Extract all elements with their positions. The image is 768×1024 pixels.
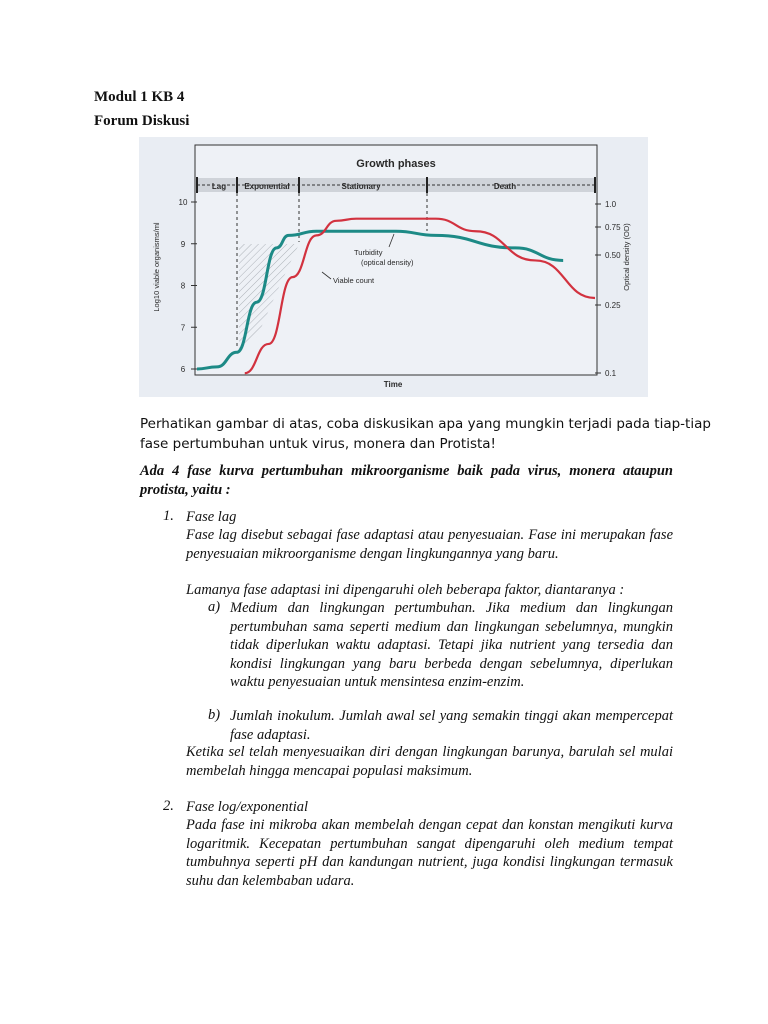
- annotation-turbidity-line1: Turbidity: [354, 248, 383, 257]
- item-paragraph: Lamanya fase adaptasi ini dipengaruhi oleh beberapa faktor, diantaranya :: [186, 582, 625, 598]
- subitem-text: Medium dan lingkungan pertumbuhan. Jika medium dan lingkungan pertumbuhan sama seperti medium dan lingkungan sebelumnya, mungkin tidak diperlukan waktu adaptasi. Tetapi jika nutrient yang tersedia dan kondisi lingkungan yang baru berbeda dengan sebelumnya, diperlukan waktu penyesuaian untuk mensintesa enzim-enzim.: [230, 600, 673, 691]
- y-left-tick-label: 7: [180, 323, 186, 333]
- phase-label-exponential: Exponential: [244, 182, 290, 191]
- phase-label-lag: Lag: [211, 182, 227, 191]
- annotation-viable-count: Viable count: [333, 276, 375, 285]
- prompt-line: Perhatikan gambar di atas, coba diskusikan apa yang mungkin terjadi pada tiap-tiap: [140, 416, 711, 432]
- phase-label-stationary: Stationary: [341, 182, 381, 191]
- item-number: 1.: [163, 508, 174, 524]
- annotation-turbidity-line2: (optical density): [361, 258, 414, 267]
- subitem-label: b): [208, 707, 221, 723]
- y-left-tick-label: 9: [180, 239, 186, 249]
- y-left-tick-label: 10: [178, 198, 188, 207]
- y-right-label: Optical density (OD): [622, 223, 631, 291]
- intro-paragraph: Ada 4 fase kurva pertumbuhan mikroorganisme baik pada virus, monera ataupun protista, yaitu :: [140, 463, 673, 498]
- y-left-tick-label: 6: [180, 365, 186, 374]
- item-title: Fase lag: [186, 509, 237, 525]
- y-right-tick-label: 0.1: [605, 369, 617, 378]
- x-label: Time: [383, 380, 403, 389]
- y-right-tick-label: 1.0: [605, 200, 617, 209]
- doc-title: Modul 1 KB 4: [94, 89, 185, 105]
- item-title: Fase log/exponential: [186, 799, 309, 815]
- growth-phases-figure: [139, 137, 648, 397]
- prompt-line: fase pertumbuhan untuk virus, monera dan Protista!: [140, 436, 496, 452]
- chart-title: Growth phases: [356, 158, 436, 170]
- y-right-tick-label: 0.75: [605, 223, 621, 232]
- subitem-label: a): [208, 599, 221, 615]
- y-left-label: Log10 viable organisms/ml: [152, 222, 161, 312]
- subitem-text: Jumlah inokulum. Jumlah awal sel yang semakin tinggi akan mempercepat fase adaptasi.: [230, 708, 673, 743]
- item-paragraph: Pada fase ini mikroba akan membelah dengan cepat dan konstan mengikuti kurva logaritmik. Kecepatan pertumbuhan sangat dipengaruhi oleh medium tempat tumbuhnya seperti pH dan kandungan nutrient, juga kondisi lingkungan termasuk suhu dan kelembaban udara.: [186, 817, 673, 889]
- item-closing: Ketika sel telah menyesuaikan diri dengan lingkungan barunya, barulah sel mulai membelah hingga mencapai populasi maksimum.: [186, 744, 673, 779]
- growth-chart: [139, 137, 648, 397]
- y-right-tick-label: 0.50: [605, 251, 621, 260]
- item-number: 2.: [163, 798, 174, 814]
- item-paragraph: Fase lag disebut sebagai fase adaptasi atau penyesuaian. Fase ini merupakan fase penyesuaian mikroorganisme dengan lingkungannya yang baru.: [186, 527, 673, 562]
- discussion-prompt: [140, 414, 711, 454]
- phase-label-death: Death: [493, 182, 517, 191]
- doc-subtitle: Forum Diskusi: [94, 113, 190, 129]
- y-left-tick-label: 8: [180, 281, 186, 291]
- y-right-tick-label: 0.25: [605, 301, 621, 310]
